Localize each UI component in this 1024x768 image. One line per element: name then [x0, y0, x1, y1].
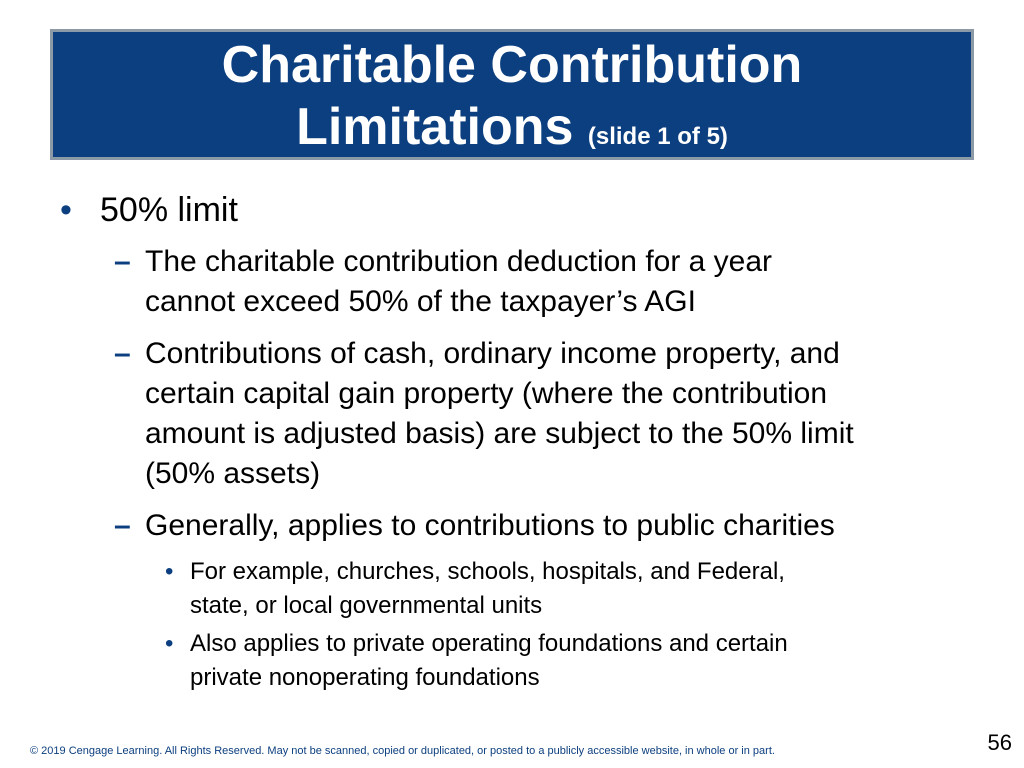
dash-marker: – — [114, 509, 131, 542]
sub-bullet-line: certain capital gain property (where the contribution — [145, 377, 828, 410]
sub-bullet-deduction-limit — [145, 242, 965, 322]
sub-bullet-line: Generally, applies to contributions to public charities — [145, 509, 835, 542]
sub-bullet-public-charities — [145, 506, 965, 546]
sub-bullet-line: cannot exceed 50% of the taxpayer’s AGI — [145, 285, 696, 318]
title-line-1: Charitable Contribution — [221, 36, 803, 94]
page-number: 56 — [987, 730, 1012, 755]
sub-bullet-line: The charitable contribution deduction for a year — [145, 245, 773, 278]
sub-sub-bullet-line: private nonoperating foundations — [190, 664, 540, 691]
sub-bullet-line: (50% assets) — [145, 457, 321, 490]
dash-marker: – — [114, 337, 131, 370]
sub-bullet-line: amount is adjusted basis) are subject to the 50% limit — [145, 417, 854, 450]
title-main-word: Limitations — [296, 98, 574, 156]
bullet-marker-level1: • — [60, 191, 72, 229]
sub-sub-bullet-line: For example, churches, schools, hospitals, and Federal, — [190, 558, 785, 585]
sub-bullet-line: Contributions of cash, ordinary income property, and — [145, 337, 840, 370]
bullet-marker-level3: • — [165, 558, 174, 585]
bullet-50-percent-limit: 50% limit — [100, 191, 238, 229]
copyright-footer: © 2019 Cengage Learning. All Rights Reserved. May not be scanned, copied or duplicated, or posted to a publicly accessible website, in whole or in part. — [30, 745, 775, 757]
sub-sub-bullet-line: Also applies to private operating foundations and certain — [190, 630, 788, 657]
sub-sub-bullet-examples — [190, 555, 950, 623]
title-slide-counter: (slide 1 of 5) — [587, 123, 728, 150]
bullet-marker-level3: • — [165, 630, 174, 657]
sub-sub-bullet-private-foundations — [190, 627, 950, 695]
sub-sub-bullet-line: state, or local governmental units — [190, 592, 543, 619]
sub-bullet-contributions — [145, 334, 965, 494]
dash-marker: – — [114, 245, 131, 278]
